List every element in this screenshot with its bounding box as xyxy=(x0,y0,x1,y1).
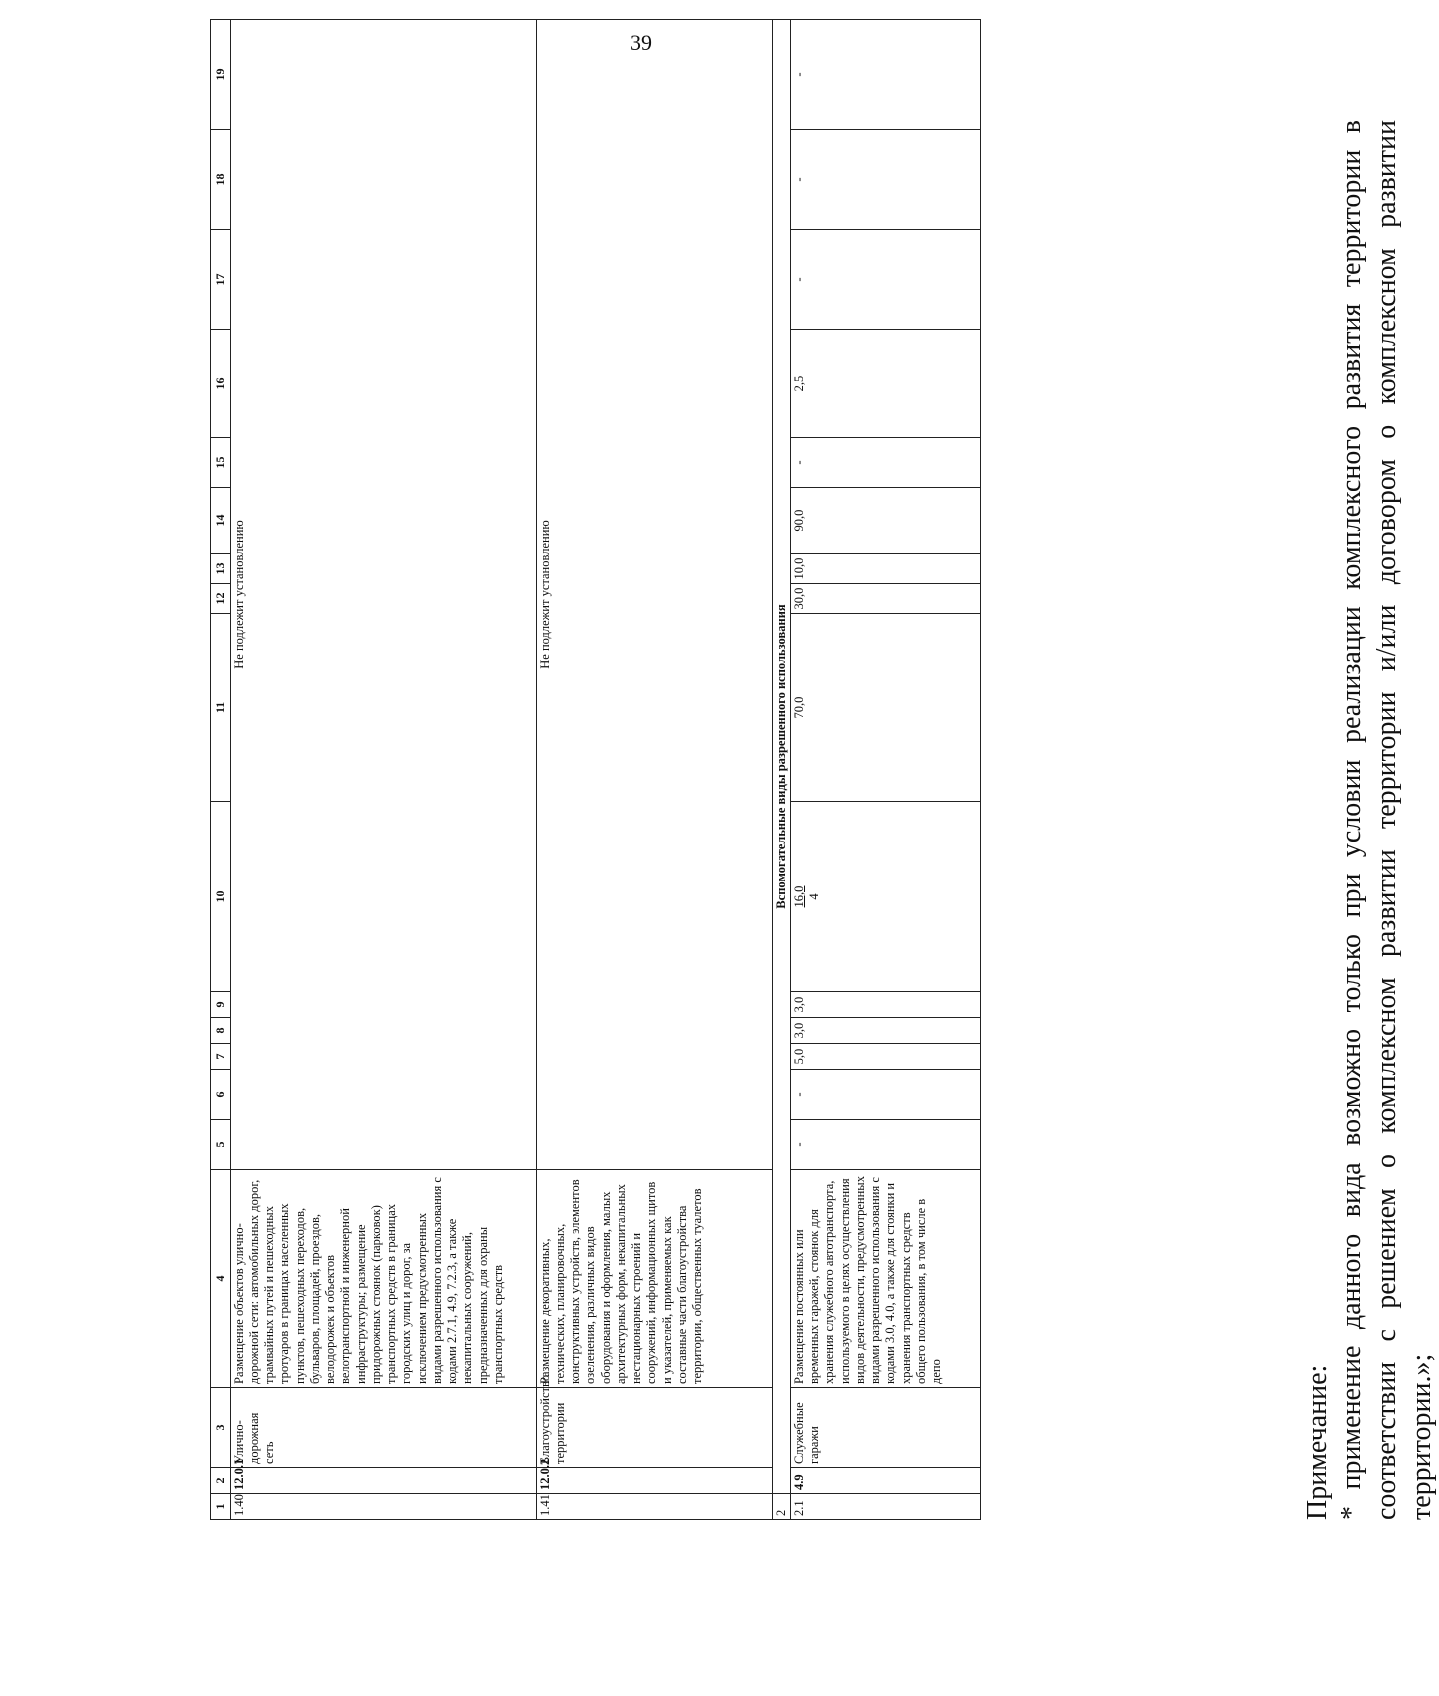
header-cell: 4 xyxy=(211,1170,231,1388)
note-text: * применение данного вида возможно только при условии реализации комплексного развития территории в соответствии с решением о комплексном развитии территории и/или договором о комплексном развитии территории.»; xyxy=(1336,120,1437,1520)
row-name: Улично-дорожная сеть xyxy=(230,1388,536,1468)
header-cell: 6 xyxy=(211,1070,231,1120)
header-cell: 1 xyxy=(211,1494,231,1520)
header-cell: 3 xyxy=(211,1388,231,1468)
row-description: Размещение объектов улично-дорожной сети: автомобильных дорог, трамвайных путей и пешеходных тротуаров в границах населенных пунктов, пешеходных переходов, бульваров, площадей, проездов, велодорожек и объектов велотранспортной и инженерной инфраструктуры; размещение придорожных стоянок (парковок) транспортных средств в границах городских улиц и дорог, за исключением предусмотренных видами разрешенного использования с кодами 2.7.1, 4.9, 7.2.3, а также некапитальных сооружений, предназначенных для охраны транспортных средств xyxy=(230,1170,536,1388)
cell-10-top: 16,0 xyxy=(791,885,806,908)
cell-10-bottom: 4 xyxy=(807,893,822,900)
cell-5: - xyxy=(790,1120,980,1170)
header-cell: 18 xyxy=(211,130,231,230)
cell-16: 2,5 xyxy=(790,330,980,438)
page-number: 39 xyxy=(630,30,652,55)
cell-11: 70,0 xyxy=(790,614,980,802)
table-row xyxy=(230,20,536,1520)
land-use-table xyxy=(210,19,981,1520)
section-title: Вспомогательные виды разрешенного использования xyxy=(772,20,790,1494)
header-cell: 13 xyxy=(211,554,231,584)
cell-19: - xyxy=(790,20,980,130)
header-row xyxy=(211,20,231,1520)
header-cell: 19 xyxy=(211,20,231,130)
header-cell: 10 xyxy=(211,802,231,992)
row-name: Служебные гаражи xyxy=(790,1388,980,1468)
cell-14: 90,0 xyxy=(790,488,980,554)
header-cell: 16 xyxy=(211,330,231,438)
header-cell: 15 xyxy=(211,438,231,488)
row-number: 1.40 xyxy=(230,1494,536,1520)
rotated-content xyxy=(210,68,1437,1520)
table-row xyxy=(790,20,980,1520)
cell-13: 10,0 xyxy=(790,554,980,584)
note-title: Примечание: xyxy=(1302,1364,1333,1520)
section-row xyxy=(772,20,790,1520)
row-status: Не подлежит установлению xyxy=(536,20,772,1170)
row-code: 12.0.1 xyxy=(230,1468,536,1494)
header-cell: 11 xyxy=(211,614,231,802)
cell-12: 30,0 xyxy=(790,584,980,614)
row-code: 4.9 xyxy=(790,1468,980,1494)
cell-18: - xyxy=(790,130,980,230)
header-cell: 17 xyxy=(211,230,231,330)
cell-6: - xyxy=(790,1070,980,1120)
cell-17: - xyxy=(790,230,980,330)
header-cell: 14 xyxy=(211,488,231,554)
cell-7: 5,0 xyxy=(790,1044,980,1070)
row-code: 12.0.2 xyxy=(536,1468,772,1494)
header-cell: 9 xyxy=(211,992,231,1018)
header-cell: 5 xyxy=(211,1120,231,1170)
header-cell: 12 xyxy=(211,584,231,614)
cell-15: - xyxy=(790,438,980,488)
cell-9: 3,0 xyxy=(790,992,980,1018)
header-cell: 8 xyxy=(211,1018,231,1044)
table-row xyxy=(536,20,772,1520)
cell-8: 3,0 xyxy=(790,1018,980,1044)
row-number: 1.41 xyxy=(536,1494,772,1520)
header-cell: 7 xyxy=(211,1044,231,1070)
note-block xyxy=(1302,120,1439,1520)
cell-10 xyxy=(790,802,980,992)
row-name: Благоустройство территории xyxy=(536,1388,772,1468)
section-number: 2 xyxy=(772,1494,790,1520)
row-description: Размещение постоянных или временных гаражей, стоянок для хранения служебного автотранспорта, используемого в целях осуществления видов деятельности, предусмотренных видами разрешенного использования с кодами 3.0, 4.0, а также для стоянки и хранения транспортных средств общего пользования, в том числе в депо xyxy=(790,1170,980,1388)
header-cell: 2 xyxy=(211,1468,231,1494)
row-number: 2.1 xyxy=(790,1494,980,1520)
row-description: Размещение декоративных, технических, планировочных, конструктивных устройств, элементов озеленения, различных видов оборудования и оформления, малых архитектурных форм, некапитальных нестационарных строений и сооружений, информационных щитов и указателей, применяемых как составные части благоустройства территории, общественных туалетов xyxy=(536,1170,772,1388)
row-status: Не подлежит установлению xyxy=(230,20,536,1170)
